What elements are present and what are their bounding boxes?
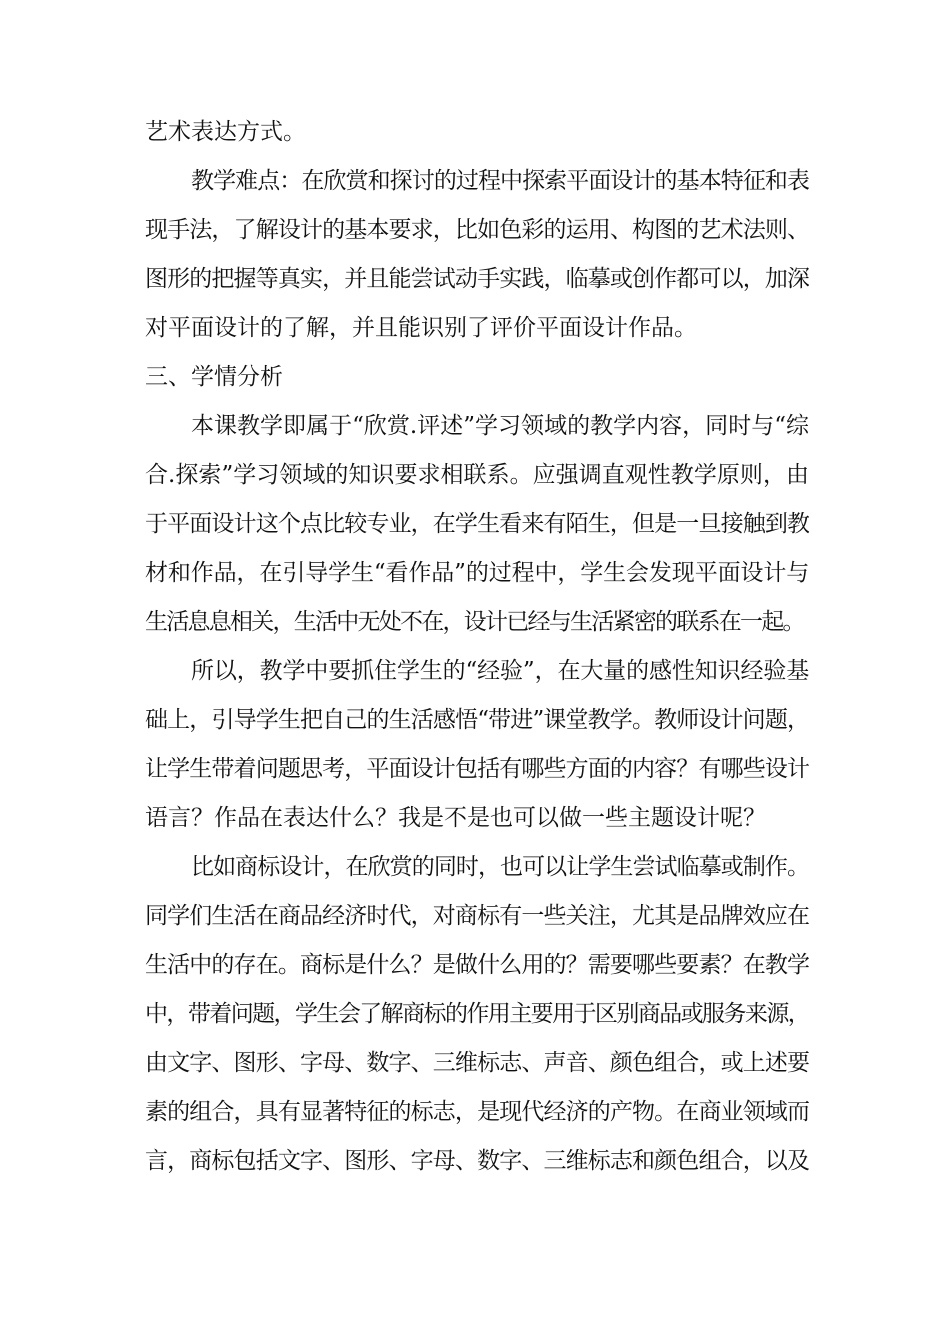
text-line: 现手法，了解设计的基本要求，比如色彩的运用、构图的艺术法则、 bbox=[145, 217, 809, 243]
text-line: 础上，引导学生把自己的生活感悟“带进”课堂教学。教师设计问题， bbox=[145, 707, 809, 733]
text-line: 图形的把握等真实，并且能尝试动手实践，临摹或创作都可以，加深 bbox=[145, 266, 809, 292]
text-line: 于平面设计这个点比较专业，在学生看来有陌生，但是一旦接触到教 bbox=[145, 511, 809, 537]
text-line: 所以，教学中要抓住学生的“经验”，在大量的感性知识经验基 bbox=[191, 658, 809, 684]
text-line: 艺术表达方式。 bbox=[145, 119, 306, 145]
section-heading: 三、学情分析 bbox=[145, 364, 283, 390]
text-line: 教学难点：在欣赏和探讨的过程中探索平面设计的基本特征和表 bbox=[191, 168, 809, 194]
text-line: 对平面设计的了解，并且能识别了评价平面设计作品。 bbox=[145, 315, 697, 341]
text-line: 合.探索”学习领域的知识要求相联系。应强调直观性教学原则，由 bbox=[145, 462, 809, 488]
text-line: 同学们生活在商品经济时代，对商标有一些关注，尤其是品牌效应在 bbox=[145, 903, 809, 929]
text-line: 材和作品，在引导学生“看作品”的过程中，学生会发现平面设计与 bbox=[145, 560, 809, 586]
text-line: 语言？作品在表达什么？我是不是也可以做一些主题设计呢？ bbox=[145, 805, 766, 831]
text-line: 中，带着问题，学生会了解商标的作用主要用于区别商品或服务来源， bbox=[145, 1001, 809, 1027]
text-line: 生活息息相关，生活中无处不在，设计已经与生活紧密的联系在一起。 bbox=[145, 609, 804, 635]
text-line: 言，商标包括文字、图形、字母、数字、三维标志和颜色组合，以及 bbox=[145, 1148, 809, 1174]
text-line: 由文字、图形、字母、数字、三维标志、声音、颜色组合，或上述要 bbox=[145, 1050, 809, 1076]
text-line: 本课教学即属于“欣赏.评述”学习领域的教学内容，同时与“综 bbox=[191, 413, 809, 439]
document-body bbox=[145, 108, 809, 1186]
text-line: 素的组合，具有显著特征的标志，是现代经济的产物。在商业领域而 bbox=[145, 1099, 809, 1125]
text-line: 生活中的存在。商标是什么？是做什么用的？需要哪些要素？在教学 bbox=[145, 952, 809, 978]
text-line: 比如商标设计，在欣赏的同时，也可以让学生尝试临摹或制作。 bbox=[191, 854, 809, 880]
text-line: 让学生带着问题思考，平面设计包括有哪些方面的内容？有哪些设计 bbox=[145, 756, 809, 782]
